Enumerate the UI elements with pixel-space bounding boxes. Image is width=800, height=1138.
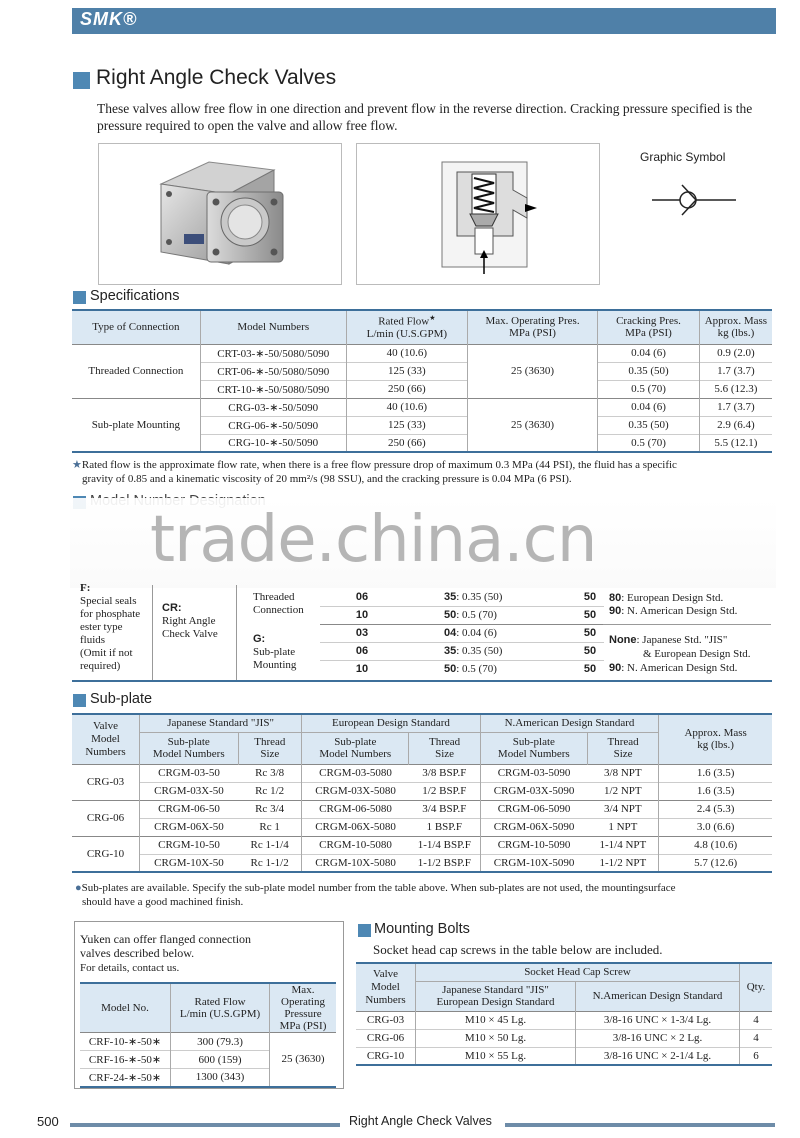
table-row: CRGM-10X-50 Rc 1-1/2 CRGM-10X-5080 1-1/2 BSP.F CRGM-10X-5090 1-1/2 NPT 5.7 (12.6) (72, 854, 772, 872)
divider (152, 585, 153, 680)
subplate-table: Valve Model Numbers Japanese Standard "JIS" European Design Standard N.American Design Standard Approx. Mass kg (lbs.) Sub-plate Model Numbers Thread Size Sub-plate Model Numbers Thread Size Sub-plate Model Numbers Thread Size CRG-03 CRGM-03-50 Rc 3/8 CRGM-03-5080 3/8 BSP.F CRGM-03-5090 3/8 NPT 1.6 (3.5) CRGM-03X-50 Rc 1/2 CRGM-03X-5080 1/2 BSP.F CRGM-03X-5090 1/2 NPT 1.6 (3.5) CRG-06 CRGM-06-50 Rc 3/4 CRGM-06-5080 3/4 BSP.F CRGM-06-5090 3/4 NPT 2.4 (5.3) CRGM-06X-50 Rc 1 CRGM-06X-5080 1 BSP.F CRGM-06X-5090 1 NPT 3.0 (6.6) CRG-10 CRGM-10-50 Rc 1-1/4 CRGM-10-5080 1-1/4 BSP.F CRGM-10-5090 1-1/4 NPT 4.8 (10.6) CRGM-10X-50 Rc 1-1/2 CRGM-10X-5080 1-1/2 BSP.F CRGM-10X-5090 1-1/2 NPT 5.7 (12.6) (72, 713, 772, 873)
table-row: Threaded Connection CRT-03-∗-50/5080/5090 40 (10.6) 25 (3630) 0.04 (6) 0.9 (2.0) (72, 344, 772, 362)
graphic-symbol-label: Graphic Symbol (640, 150, 726, 164)
table-row: CRG-10 CRGM-10-50 Rc 1-1/4 CRGM-10-5080 1-1/4 BSP.F CRGM-10-5090 1-1/4 NPT 4.8 (10.6) (72, 836, 772, 854)
bolts-title: Mounting Bolts (374, 921, 470, 937)
title-bullet (73, 72, 90, 89)
divider (236, 585, 237, 680)
designation-threaded: Threaded Connection (253, 591, 304, 616)
table-row: 10 50: 0.5 (70) 50 (320, 660, 604, 678)
col-type: Type of Connection (72, 310, 200, 344)
check-valve-symbol-icon (650, 178, 740, 218)
col-flow: Rated Flow★ L/min (U.S.GPM) (346, 310, 467, 344)
page-title: Right Angle Check Valves (96, 66, 337, 89)
specs-title: Specifications (90, 288, 180, 304)
designation-table (320, 588, 604, 678)
divider (603, 624, 771, 625)
col-mass: Approx. Mass kg (lbs.) (699, 310, 772, 344)
col-cracking: Cracking Pres. MPa (PSI) (598, 310, 700, 344)
bolts-bullet (358, 924, 371, 937)
col-model: Model Numbers (200, 310, 346, 344)
col-valve: Valve Model Numbers (72, 714, 139, 764)
table-row: 10 50: 0.5 (70) 50 (320, 606, 604, 624)
table-row: 06 35: 0.35 (50) 50 (355, 590, 597, 603)
col-eu: European Design Standard (302, 714, 481, 732)
col-na: N.American Design Standard (480, 714, 659, 732)
designation-subplate: G: Sub-plate Mounting (253, 633, 297, 671)
brand-logo: SMK® (80, 9, 138, 29)
table-row: CRG-06 M10 × 50 Lg. 3/8-16 UNC × 2 Lg. 4 (356, 1029, 772, 1047)
table-row: CRG-06 CRGM-06-50 Rc 3/4 CRGM-06-5080 3/4 BSP.F CRGM-06-5090 3/4 NPT 2.4 (5.3) (72, 800, 772, 818)
page-number: 500 (37, 1114, 59, 1129)
valve-cross-section (356, 143, 600, 285)
table-row: CRGM-03X-50 Rc 1/2 CRGM-03X-5080 1/2 BSP.F CRGM-03X-5090 1/2 NPT 1.6 (3.5) (72, 782, 772, 800)
col-jis: Japanese Standard "JIS" (139, 714, 301, 732)
footer-rule-left (70, 1123, 340, 1127)
brand-bar (72, 8, 776, 34)
design-std-subplate: None: Japanese Std. "JIS" & European Design Std. 90: N. American Design Std. (609, 634, 751, 674)
table-row: Sub-plate Mounting CRG-03-∗-50/5090 40 (10.6) 25 (3630) 0.04 (6) 1.7 (3.7) (72, 398, 772, 416)
table-row: CRF-24-∗-50∗ 1300 (343) (80, 1069, 336, 1087)
designation-type: CR: Right Angle Check Valve (162, 602, 218, 640)
designation-seals: F: Special seals for phosphate ester type fluids (Omit if not required) (80, 582, 141, 672)
subplate-note: ●Sub-plates are available. Specify the sub-plate model number from the table above. When sub-plates are not used, the mountingsurface should have a good machined finish. (75, 882, 676, 908)
table-row: CRG-03 CRGM-03-50 Rc 3/8 CRGM-03-5080 3/8 BSP.F CRGM-03-5090 3/8 NPT 1.6 (3.5) (72, 764, 772, 782)
subplate-title: Sub-plate (90, 691, 153, 707)
footer-rule-right (505, 1123, 775, 1127)
table-row: CRF-16-∗-50∗ 600 (159) (80, 1051, 336, 1069)
table-row: CRG-03 M10 × 45 Lg. 3/8-16 UNC × 1-3/4 Lg. 4 (356, 1011, 772, 1029)
table-row: CRT-06-∗-50/5080/5090 125 (33) 0.35 (50) 1.7 (3.7) (72, 362, 772, 380)
design-std-threaded: 80: European Design Std. 90: N. American Design Std. (609, 592, 738, 617)
table-row: CRG-10 M10 × 55 Lg. 3/8-16 UNC × 2-1/4 Lg. 6 (356, 1047, 772, 1065)
table-row: CRGM-06X-50 Rc 1 CRGM-06X-5080 1 BSP.F CRGM-06X-5090 1 NPT 3.0 (6.6) (72, 818, 772, 836)
flanged-table: Model No. Rated Flow L/min (U.S.GPM) Max. Operating Pressure MPa (PSI) CRF-10-∗-50∗ 300 (79.3) 25 (3630) CRF-16-∗-50∗ 600 (159) CRF-24-∗-50∗ 1300 (343) (80, 982, 336, 1088)
footer-title: Right Angle Check Valves (349, 1114, 492, 1128)
bolts-subtitle: Socket head cap screws in the table below are included. (373, 942, 663, 957)
table-row: CRF-10-∗-50∗ 300 (79.3) 25 (3630) (80, 1033, 336, 1051)
specifications-table (72, 309, 772, 453)
specs-bullet (73, 291, 86, 304)
flanged-intro: Yuken can offer flanged connection valves described below. For details, contact us. (80, 932, 252, 974)
table-row: CRG-10-∗-50/5090 250 (66) 0.5 (70) 5.5 (12.1) (72, 434, 772, 452)
valve-photo (98, 143, 342, 285)
specs-footnote: ★Rated flow is the approximate flow rate, when there is a free flow pressure drop of maximum 0.3 MPa (44 PSI), the fluid has a specific gravity of 0.85 and a kinematic viscosity of 20 mm²/s (98 SSU), and the cracking pressure is 0.04 MPa (6 PSI). (72, 459, 677, 485)
valve-photo-illustration (99, 144, 341, 284)
table-row: 06 35: 0.35 (50) 50 (320, 642, 604, 660)
col-mass: Approx. Mass kg (lbs.) (659, 714, 772, 764)
watermark: trade.china.cn (150, 503, 597, 577)
bolts-table: Valve Model Numbers Socket Head Cap Screw Qty. Japanese Standard "JIS" European Design Standard N.American Design Standard CRG-03 M10 × 45 Lg. 3/8-16 UNC × 1-3/4 Lg. 4 CRG-06 M10 × 50 Lg. 3/8-16 UNC × 2 Lg. 4 CRG-10 M10 × 55 Lg. 3/8-16 UNC × 2-1/4 Lg. 6 (356, 962, 772, 1066)
subplate-bullet (73, 694, 86, 707)
cross-section-drawing (357, 144, 599, 284)
designation-bottom-rule (72, 680, 772, 682)
table-row: CRT-10-∗-50/5080/5090 250 (66) 0.5 (70) 5.6 (12.3) (72, 380, 772, 398)
table-row: 03 04: 0.04 (6) 50 (320, 624, 604, 642)
intro-text: These valves allow free flow in one direction and prevent flow in the reverse direction. Cracking pressure specified is the pressure required to open the valve and allow free flow. (97, 101, 753, 133)
table-row: CRG-06-∗-50/5090 125 (33) 0.35 (50) 2.9 (6.4) (72, 416, 772, 434)
col-max-pres: Max. Operating Pres. MPa (PSI) (467, 310, 597, 344)
